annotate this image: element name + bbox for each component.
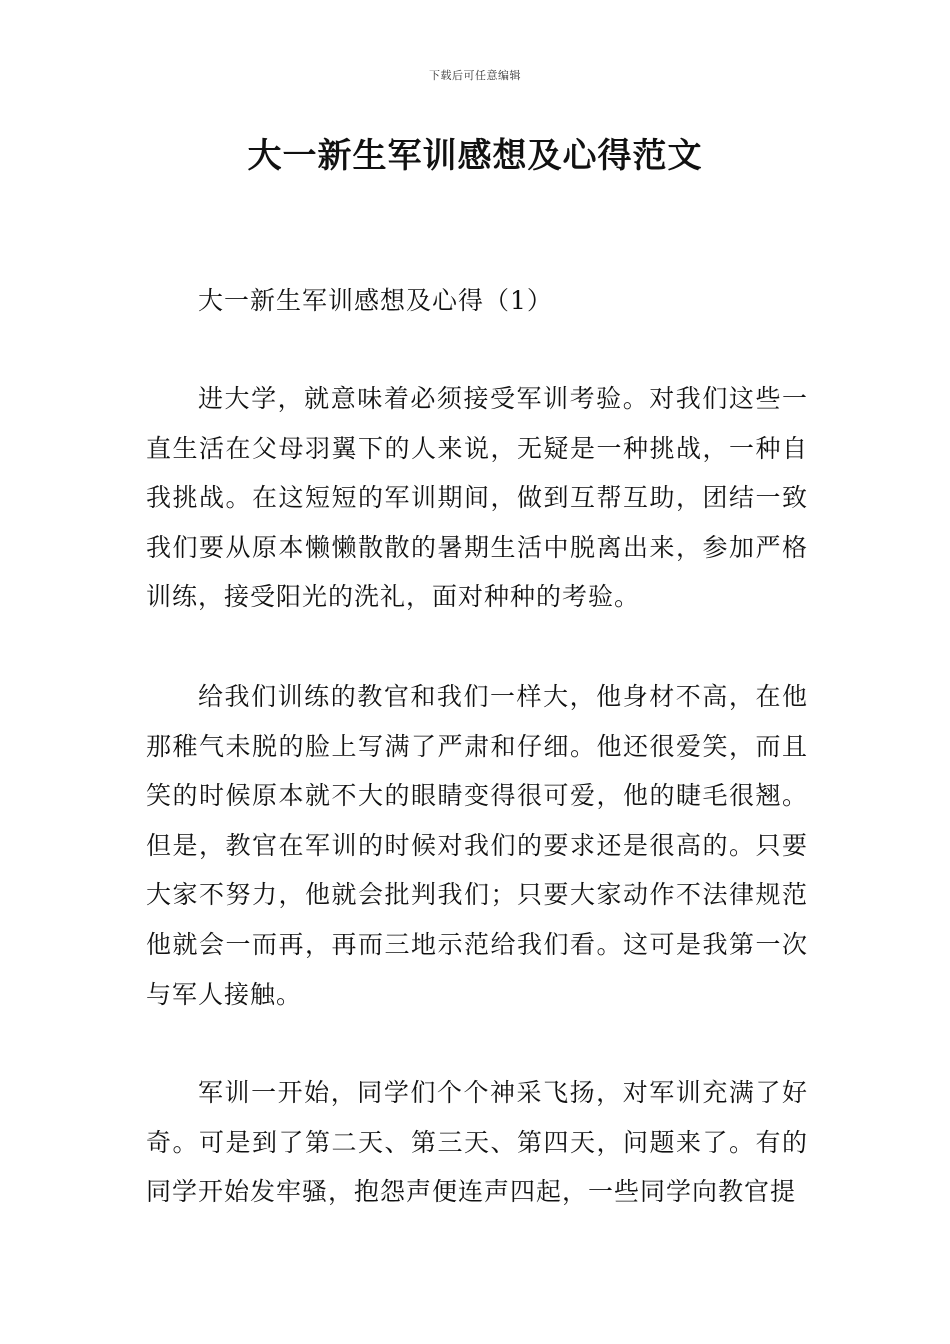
- section-heading: 大一新生军训感想及心得（1）: [198, 286, 553, 315]
- header-note: 下载后可任意编辑: [429, 69, 521, 82]
- paragraph-2: 给我们训练的教官和我们一样大，他身材不高，在他那稚气未脱的脸上写满了严肃和仔细。他还很爱笑，而且笑的时候原本就不大的眼睛变得很可爱，他的睫毛很翘。但是，教官在军训的时候对我们的要求还是很高的。只要大家不努力，他就会批判我们；只要大家动作不法律规范他就会一而再，再而三地示范给我们看。这可是我第一次与军人接触。: [146, 682, 808, 1009]
- paragraph-1: 进大学，就意味着必须接受军训考验。对我们这些一直生活在父母羽翼下的人来说，无疑是一种挑战，一种自我挑战。在这短短的军训期间，做到互帮互助，团结一致我们要从原本懒懒散散的暑期生活中脱离出来，参加严格训练，接受阳光的洗礼，面对种种的考验。: [146, 384, 808, 612]
- document-title: 大一新生军训感想及心得范文: [247, 136, 703, 176]
- paragraph-3: 军训一开始，同学们个个神采飞扬，对军训充满了好奇。可是到了第二天、第三天、第四天，问题来了。有的同学开始发牢骚，抱怨声便连声四起，一些同学向教官提: [146, 1078, 808, 1207]
